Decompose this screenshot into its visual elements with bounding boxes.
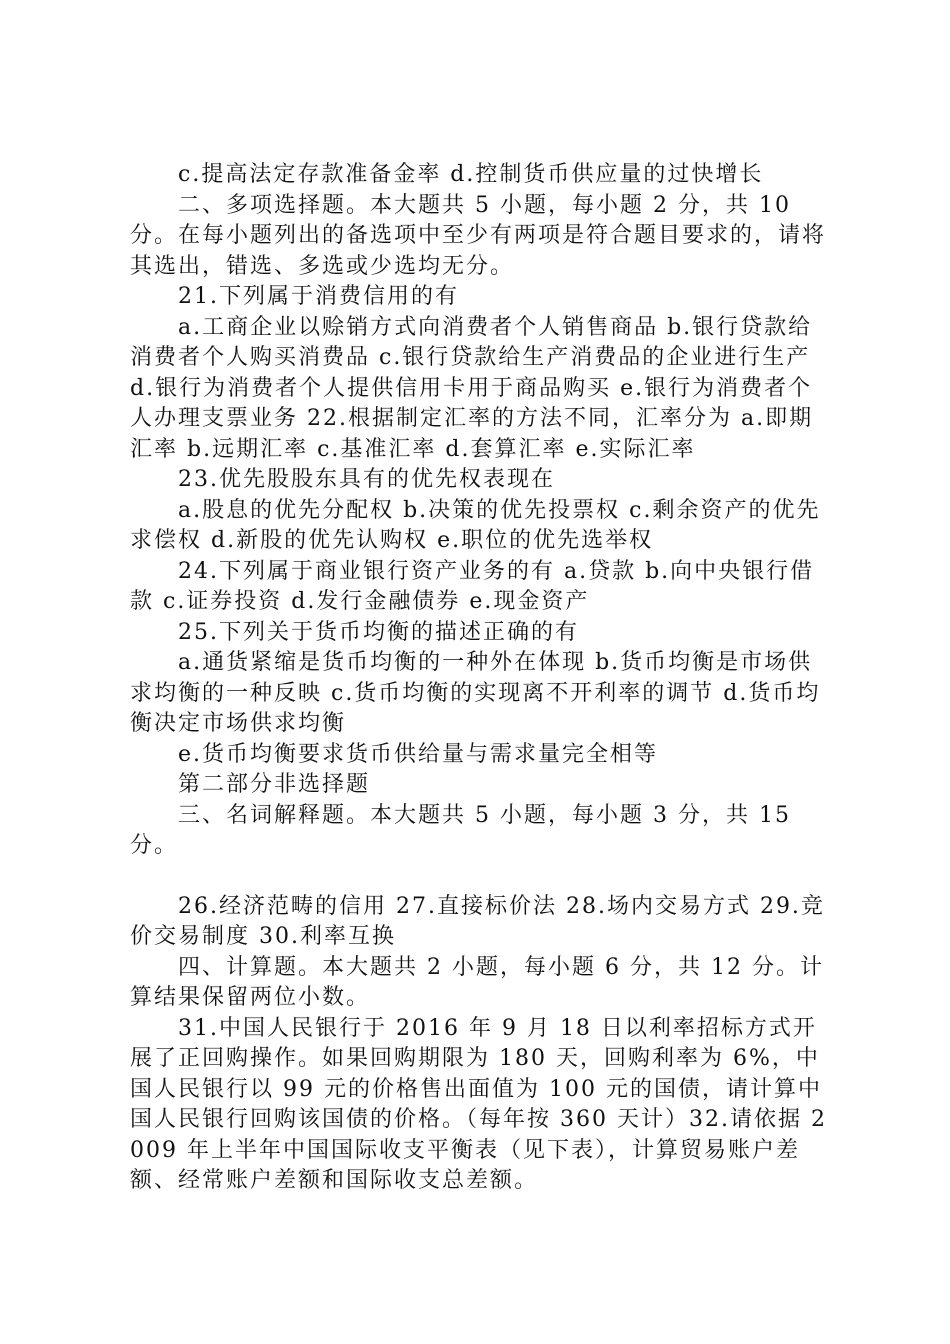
question-21-22-options: a.工商企业以赊销方式向消费者个人销售商品 b.银行贷款给消费者个人购买消费品 c.银行贷款给生产消费品的企业进行生产 d.银行为消费者个人提供信用卡用于商品购买 e.银行为消费者个人办理支票业务 22.根据制定汇率的方法不同，汇率分为 a.即期汇率 b.远期汇率 c.基准汇率 d.套算汇率 e.实际汇率 bbox=[130, 314, 814, 462]
section-heading-multiple-choice: 二、多项选择题。本大题共 5 小题，每小题 2 分，共 10 分。在每小题列出的备选项中至少有两项是符合题目要求的，请将其选出，错选、多选或少选均无分。 bbox=[130, 192, 827, 279]
option-line-c-d: c.提高法定存款准备金率 d.控制货币供应量的过快增长 bbox=[178, 162, 764, 187]
section-heading-terms: 三、名词解释题。本大题共 5 小题，每小题 3 分，共 15 分。 bbox=[130, 802, 791, 858]
part-two-heading: 第二部分非选择题 bbox=[178, 772, 371, 797]
document-body bbox=[130, 160, 835, 1197]
questions-26-30: 26.经济范畴的信用 27.直接标价法 28.场内交易方式 29.竞价交易制度 30.利率互换 bbox=[130, 893, 825, 949]
question-25: 25.下列关于货币均衡的描述正确的有 bbox=[178, 619, 579, 645]
question-23: 23.优先股股东具有的优先权表现在 bbox=[178, 467, 555, 492]
paragraph-spacer bbox=[130, 862, 835, 892]
question-23-options: a.股息的优先分配权 b.决策的优先投票权 c.剩余资产的优先求偿权 d.新股的优先认购权 e.职位的优先选举权 bbox=[130, 497, 821, 553]
question-25-options: a.通货紧缩是货币均衡的一种外在体现 b.货币均衡是市场供求均衡的一种反映 c.货币均衡的实现离不开利率的调节 d.货币均衡决定市场供求均衡 bbox=[130, 650, 821, 736]
question-25-option-e: e.货币均衡要求货币供给量与需求量完全相等 bbox=[178, 741, 659, 767]
question-24: 24.下列属于商业银行资产业务的有 a.贷款 b.向中央银行借款 c.证券投资 d.发行金融债券 e.现金资产 bbox=[130, 558, 815, 614]
questions-31-32: 31.中国人民银行于 2016 年 9 月 18 日以利率招标方式开展了正回购操作。如果回购期限为 180 天，回购利率为 6%，中国人民银行以 99 元的价格售出面值为 100 元的国债，请计算中国人民银行回购该国债的价格。（每年按 360 天计）32.请依据 2009 年上半年中国国际收支平衡表（见下表），计算贸易账户差额、经常账户差额和国际收支总差额。 bbox=[130, 1015, 827, 1193]
question-21: 21.下列属于消费信用的有 bbox=[178, 284, 459, 309]
section-heading-calculation: 四、计算题。本大题共 2 小题，每小题 6 分，共 12 分。计算结果保留两位小数。 bbox=[130, 954, 824, 1010]
